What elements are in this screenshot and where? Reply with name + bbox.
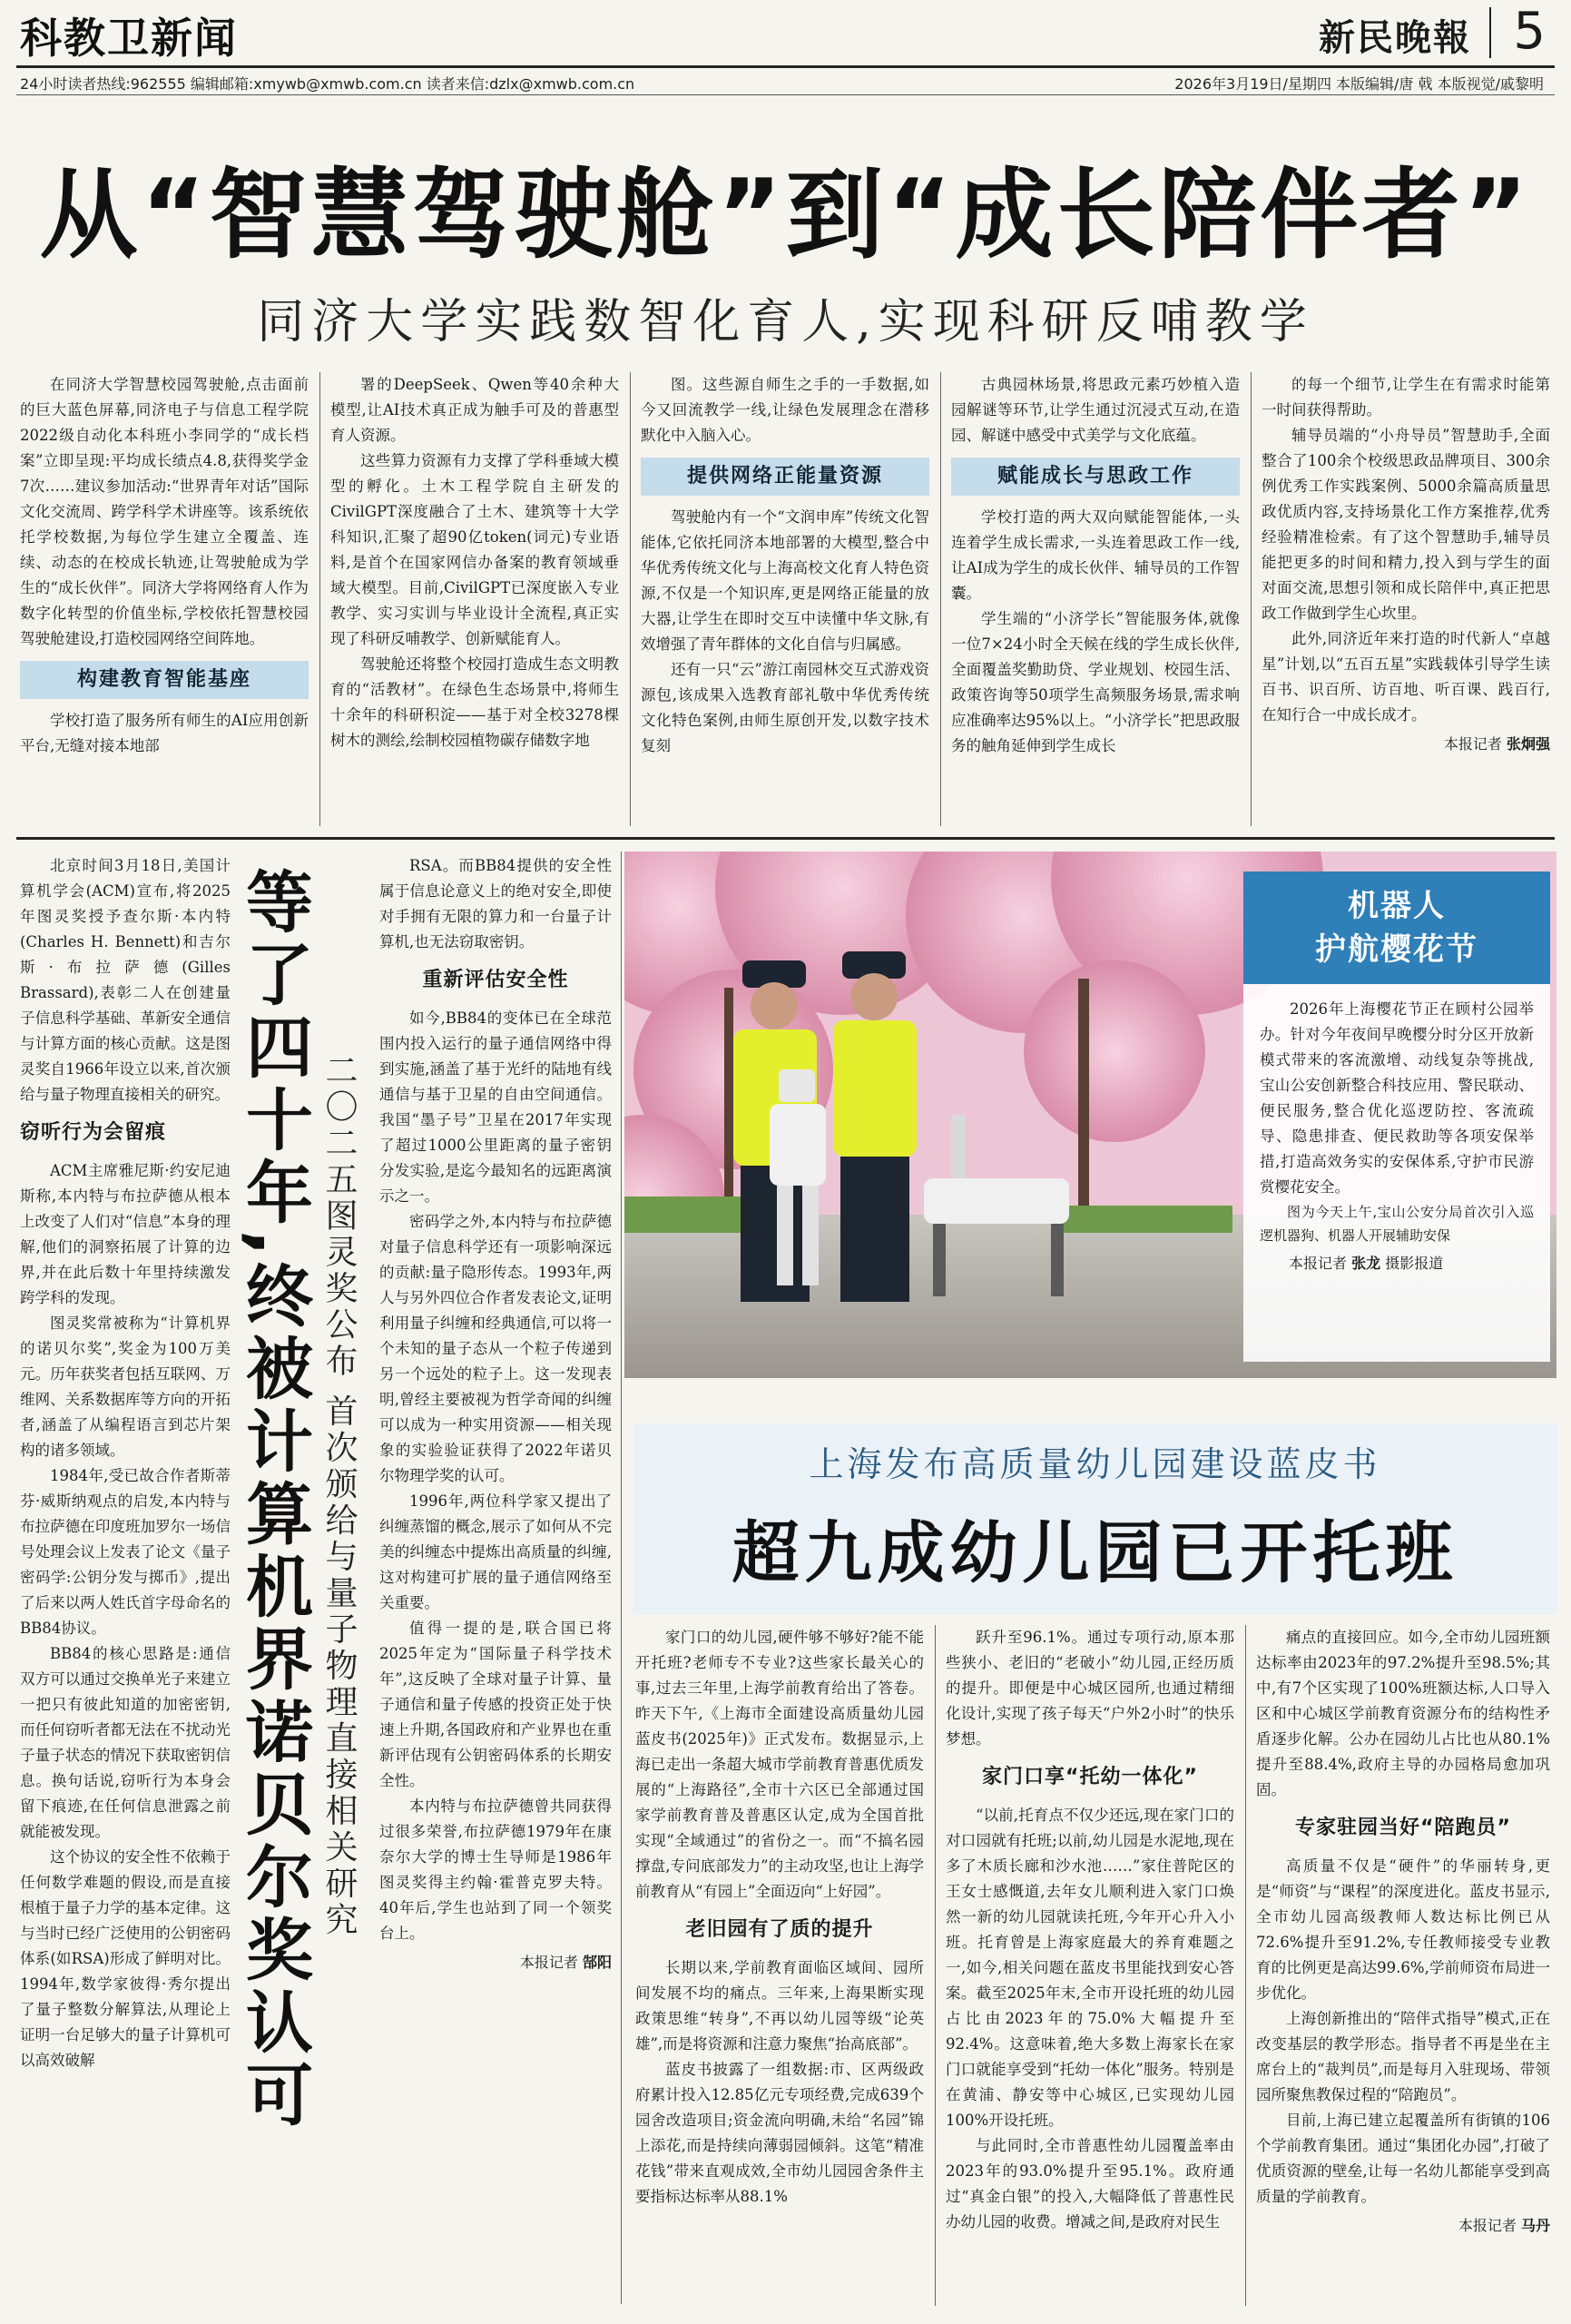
paragraph: “以前,托育点不仅少还远,现在家门口的对口园就有托班;以前,幼儿园是水泥地,现在多了木质长廊和沙水池……”家住普陀区的王女士感慨道,去年女儿顺利进入家门口焕然一新的幼儿园就读托班,今年开心升入小班。托育曾是上海家庭最大的养育难题之一,如今,相关问题在蓝皮书里能找到安心答案。截至2025年末,全市开设托班的幼儿园占比由2023年的75.0%大幅提升至92.4%。这意味着,绝大多数上海家长在家门口就能享受到“托幼一体化”服务。特别是在黄浦、静安等中心城区,已实现幼儿园100%开设托班。: [946, 1807, 1234, 2129]
section-heading: 专家驻园当好“陪跑员”: [1295, 1817, 1511, 1839]
kindergarten-column-1: [635, 1625, 924, 2210]
column-divider: [935, 1625, 936, 2306]
section-heading: 老旧园有了质的提升: [685, 1918, 874, 1941]
turing-subhead: 二〇二五图灵奖公布 首次颁给与量子物理直接相关研究: [320, 1053, 358, 1939]
section-rule: [16, 837, 1555, 840]
byline-name: 张龙: [1351, 1255, 1381, 1272]
photo-caption: 图为今天上午,宝山公安分局首次引入巡逻机器狗、机器人开展辅助安保: [1260, 1204, 1534, 1244]
paragraph: 图灵奖常被称为“计算机界的诺贝尔奖”,奖金为100万美元。历年获奖者包括互联网、万维网、关系数据库等方向的开拓者,涵盖了从编程语言到芯片架构的诸多领域。: [20, 1315, 231, 1459]
byline-prefix: 本报记者: [519, 1954, 578, 1971]
paragraph: 署的DeepSeek、Qwen等40余种大模型,让AI技术真正成为触手可及的普惠型育人资源。: [330, 376, 619, 444]
byline-name: 张炯强: [1506, 735, 1550, 753]
turing-column-2: [379, 853, 612, 1975]
section-heading: 窃听行为会留痕: [20, 1121, 167, 1144]
byline: [1256, 2213, 1550, 2239]
paragraph: 1996年,两位科学家又提出了纠缠蒸馏的概念,展示了如何从不完美的纠缠态中提炼出高质量的纠缠,这对构建可扩展的量子通信网络至关重要。: [379, 1492, 612, 1611]
turing-column-1: [20, 853, 231, 2073]
kindergarten-title-block: [633, 1423, 1556, 1614]
paragraph: 如今,BB84的变体已在全球范围内投入运行的量子通信网络中得到实施,涵盖了基于光纤的陆地有线通信与基于卫星的自由空间通信。我国“墨子号”卫星在2017年实现了超过1000公里距离的量子密钥分发实验,是迄今最知名的远距离演示之一。: [379, 1009, 612, 1205]
kindergarten-headline: 超九成幼儿园已开托班: [731, 1514, 1458, 1592]
paragraph: 学生端的“小济学长”智能服务体,就像一位7×24小时全天候在线的学生成长伙伴,全面覆盖奖勤助贷、学业规划、校园生活、政策咨询等50项学生高频服务场景,需求响应准确率达95%以上。“小济学长”把思政服务的触角延伸到学生成长: [951, 610, 1240, 754]
paragraph: 驾驶舱还将整个校园打造成生态文明教育的“活教材”。在绿色生态场景中,将师生十余年的科研积淀——基于对全校3278棵树木的测绘,绘制校园植物碳存储数字地: [330, 655, 619, 749]
lead-column-5: [1262, 372, 1550, 757]
byline: [1262, 732, 1550, 757]
robot-box-title: [1243, 872, 1550, 984]
paragraph: 密码学之外,本内特与布拉萨德对量子信息科学还有一项影响深远的贡献:量子隐形传态。1993年,两人与另外四位合作者发表论文,证明利用量子纠缠和经典通信,可以将一个未知的量子态从一个粒子传递到另一个远处的粒子上。这一发现表明,曾经主要被视为哲学奇闻的纠缠可以成为一种实用资源——相关现象的实验验证获得了2022年诺贝尔物理学奖的认可。: [379, 1213, 612, 1484]
paragraph: BB84的核心思路是:通信双方可以通过交换单光子来建立一把只有彼此知道的加密密钥,而任何窃听者都无法在不扰动光子量子状态的情况下获取密钥信息。换句话说,窃听行为本身会留下痕迹,在任何信息泄露之前就能被发现。: [20, 1645, 231, 1840]
column-divider: [1251, 372, 1252, 826]
paragraph: 辅导员端的“小舟导员”智慧助手,全面整合了100余个校级思政品牌项目、300余例优秀工作实践案例、5000余篇高质量思政优质内容,支持场景化工作方案推荐,优秀经验精准检索。有了这个智慧助手,辅导员能把更多的时间和精力,投入到与学生的面对面交流,思想引领和成长陪伴中,真正把思政工作做到学生心坎里。: [1262, 427, 1550, 622]
paragraph: 古典园林场景,将思政元素巧妙植入造园解谜等环节,让学生通过沉浸式互动,在造园、解谜中感受中式美学与文化底蕴。: [951, 376, 1240, 444]
byline-name: 郜阳: [582, 1954, 612, 1971]
column-divider: [940, 372, 941, 826]
paragraph: 在同济大学智慧校园驾驶舱,点击面前的巨大蓝色屏幕,同济电子与信息工程学院2022级自动化本科班小李同学的“成长档案”立即呈现:平均成长绩点4.8,获得奖学金7次……建议参加活动:“世界青年对话”国际文化交流周、跨学科学术讲座等。该系统依托学校数据,为每位学生建立全覆盖、连续、动态的在校成长轨迹,让驾驶舱成为学生的“成长伙伴”。同济大学将网络育人作为数字化转型的价值坐标,学校依托智慧校园驾驶舱建设,打造校园网络空间阵地。: [20, 376, 309, 647]
section-heading: 重新评估安全性: [422, 969, 569, 991]
byline-prefix: 本报记者: [1443, 735, 1502, 753]
section-heading: 赋能成长与思政工作: [951, 458, 1240, 496]
paragraph: 1984年,受已故合作者斯蒂芬·威斯纳观点的启发,本内特与布拉萨德在印度班加罗尔一场信号处理会议上发表了论文《量子密码学:公钥分发与掷币》,提出了后来以两人姓氏首字母命名的BB84协议。: [20, 1467, 231, 1637]
paragraph: 长期以来,学前教育面临区域间、园所间发展不均的痛点。三年来,上海果断实现政策思维“转身”,不再以幼儿园等级“论英雄”,而是将资源和注意力聚焦“抬高底部”。: [635, 1959, 924, 2053]
lead-column-4: [951, 372, 1240, 759]
column-divider: [1245, 1625, 1246, 2306]
column-divider: [621, 852, 622, 2304]
masthead-rule: [16, 65, 1555, 68]
paragraph: 的每一个细节,让学生在有需求时能第一时间获得帮助。: [1262, 376, 1550, 419]
paragraph: 痛点的直接回应。如今,全市幼儿园班额达标率由2023年的97.2%提升至98.5%;其中,有7个区实现了100%班额达标,人口导入区和中心城区学前教育资源分布的结构性矛盾逐步化解。公办在园幼儿占比也从80.1%提升至88.4%,政府主导的办园格局愈加巩固。: [1256, 1629, 1550, 1798]
paragraph: 这个协议的安全性不依赖于任何数学难题的假设,而是直接根植于量子力学的基本定律。这与当时已经广泛使用的公钥密码体系(如RSA)形成了鲜明对比。1994年,数学家彼得·秀尔提出了量子整数分解算法,从理论上证明一台足够大的量子计算机可以高效破解: [20, 1848, 231, 2069]
robot-news-box: [1243, 872, 1550, 1362]
byline-prefix: 本报记者: [1458, 2217, 1517, 2234]
contact-line: 24小时读者热线:962555 编辑邮箱:xmywb@xmwb.com.cn 读者来信:dzlx@xmwb.com.cn: [20, 75, 635, 93]
lead-column-1: [20, 372, 309, 759]
kindergarten-column-3: [1256, 1625, 1550, 2239]
paragraph: 本内特与布拉萨德曾共同获得过很多荣誉,布拉萨德1979年在康奈尔大学的博士生导师是1986年图灵奖得主约翰·霍普克罗夫特。40年后,学生也站到了同一个领奖台上。: [379, 1797, 612, 1942]
column-divider: [630, 372, 631, 826]
section-title: 科教卫新闻: [20, 14, 238, 63]
paragraph: 高质量不仅是“硬件”的华丽转身,更是“师资”与“课程”的深度进化。蓝皮书显示,全市幼儿园高级教师人数达标比例已从72.6%提升至91.2%,专任教师接受专业教育的比例更是高达99.6%,学前师资布局进一步优化。: [1256, 1857, 1550, 2002]
paragraph: 学校打造的两大双向赋能智能体,一头连着学生成长需求,一头连着思政工作一线,让AI成为学生的成长伙伴、辅导员的工作智囊。: [951, 508, 1240, 602]
paragraph: ACM主席雅尼斯·约安尼迪斯称,本内特与布拉萨德从根本上改变了人们对“信息”本身的理解,他们的洞察拓展了计算的边界,并在此后数十年里持续激发跨学科的发现。: [20, 1162, 231, 1306]
column-divider: [319, 372, 320, 826]
paragraph: 与此同时,全市普惠性幼儿园覆盖率由2023年的93.0%提升至95.1%。政府通过“真金白银”的投入,大幅降低了普惠性民办幼儿园的收费。增减之间,是政府对民生: [946, 2137, 1234, 2230]
paragraph: 目前,上海已建立起覆盖所有街镇的106个学前教育集团。通过“集团化办园”,打破了优质资源的壁垒,让每一名幼儿都能享受到高质量的学前教育。: [1256, 2112, 1550, 2205]
paragraph: 家门口的幼儿园,硬件够不够好?能不能开托班?老师专不专业?这些家长最关心的事,过去三年里,上海学前教育给出了答卷。昨天下午,《上海市全面建设高质量幼儿园蓝皮书(2025年)》正式发布。数据显示,上海已走出一条超大城市学前教育普惠优质发展的“上海路径”,全市十六区已全部通过国家学前教育普及普惠区认定,成为全国首批实现“全域通过”的省份之一。而“不搞名园撑盘,专问底部发力”的主动攻坚,也让上海学前教育从“有园上”全面迈向“上好园”。: [635, 1629, 924, 1900]
dateline: 2026年3月19日/星期四 本版编辑/唐 戟 本版视觉/戚黎明: [1174, 75, 1544, 93]
paragraph: 跃升至96.1%。通过专项行动,原本那些狭小、老旧的“老破小”幼儿园,正经历质的提升。即便是中心城区园所,也通过精细化设计,实现了孩子每天“户外2小时”的快乐梦想。: [946, 1629, 1234, 1748]
paragraph: 图。这些源自师生之手的一手数据,如今又回流教学一线,让绿色发展理念在潜移默化中入脑入心。: [641, 376, 929, 444]
byline: [1260, 1251, 1534, 1276]
kindergarten-column-2: [946, 1625, 1234, 2235]
turing-headline: 等了四十年,终被计算机界诺贝尔奖认可: [235, 867, 313, 2133]
paragraph: RSA。而BB84提供的安全性属于信息论意义上的绝对安全,即使对手拥有无限的算力和一台量子计算机,也无法窃取密钥。: [379, 857, 612, 950]
kindergarten-kicker: 上海发布高质量幼儿园建设蓝皮书: [809, 1444, 1381, 1484]
paragraph: 上海创新推出的“陪伴式指导”模式,正在改变基层的教学形态。指导者不再是坐在主席台上的“裁判员”,而是每月入驻现场、带领园所聚焦教保过程的“陪跑员”。: [1256, 2010, 1550, 2103]
paragraph: 这些算力资源有力支撑了学科垂域大模型的孵化。土木工程学院自主研发的CivilGPT深度融合了土木、建筑等十大学科知识,汇聚了超90亿token(词元)专业语料,是首个在国家网信办备案的教育领域垂域大模型。目前,CivilGPT已深度嵌入专业教学、实习实训与毕业设计全流程,真正实现了科研反哺教学、创新赋能育人。: [330, 452, 619, 647]
robot-box-body: [1243, 984, 1550, 1276]
lead-column-2: [330, 372, 619, 753]
paragraph: 北京时间3月18日,美国计算机学会(ACM)宣布,将2025年图灵奖授予查尔斯·本内特(Charles H. Bennett)和吉尔斯·布拉萨德(Gilles Brassard),表彰二人在创建量子信息科学基础、革新安全通信与计算方面的核心贡献。这是图灵奖自1966年设立以来,首次颁给与量子物理直接相关的研究。: [20, 857, 231, 1103]
paragraph: 学校打造了服务所有师生的AI应用创新平台,无缝对接本地部: [20, 712, 309, 754]
page-number: 5: [1513, 2, 1546, 61]
byline-name: 马丹: [1520, 2217, 1550, 2234]
section-heading: 构建教育智能基座: [20, 661, 309, 699]
byline-prefix: 本报记者: [1289, 1255, 1348, 1272]
byline: [379, 1950, 612, 1975]
paragraph: 蓝皮书披露了一组数据:市、区两级政府累计投入12.85亿元专项经费,完成639个园舍改造项目;资金流向明确,未给“名园”锦上添花,而是持续向薄弱园倾斜。这笔“精准花钱”带来直观成效,全市幼儿园园舍条件主要指标达标率从88.1%: [635, 2061, 924, 2205]
paragraph: 值得一提的是,联合国已将2025年定为“国际量子科学技术年”,这反映了全球对量子计算、量子通信和量子传感的投资正处于快速上升期,各国政府和产业界也在重新评估现有公钥密码体系的长期安全性。: [379, 1620, 612, 1789]
newspaper-logo: 新民晚報: [1319, 16, 1471, 59]
lead-column-3: [641, 372, 929, 759]
paragraph: 2026年上海樱花节正在顾村公园举办。针对今年夜间早晚樱分时分区开放新模式带来的客流激增、动线复杂等挑战,宝山公安创新整合科技应用、警民联动、便民服务,整合优化巡逻防控、客流疏导、隐患排查、便民救助等各项安保举措,打造高效务实的安保体系,守护市民游赏樱花安全。: [1260, 1000, 1534, 1196]
paragraph: 此外,同济近年来打造的时代新人“卓越星”计划,以“五百五星”实践载体引导学生读百书、识百所、访百地、听百课、践百行,在知行合一中成长成才。: [1262, 630, 1550, 724]
lead-subhead: 同济大学实践数智化育人,实现科研反哺教学: [257, 295, 1314, 350]
lead-headline: 从“智慧驾驶舱”到“成长陪伴者”: [39, 159, 1532, 272]
masthead-divider: [1489, 7, 1491, 58]
paragraph: 驾驶舱内有一个“文润申库”传统文化智能体,它依托同济本地部署的大模型,整合中华优秀传统文化与上海高校文化育人特色资源,不仅是一个知识库,更是网络正能量的放大器,让学生在即时交互中读懂中华文脉,有效增强了青年群体的文化自信与归属感。: [641, 508, 929, 653]
section-heading: 家门口享“托幼一体化”: [982, 1766, 1198, 1788]
robot-title-line-1: 机器人: [1348, 888, 1446, 924]
paragraph: 还有一只“云”游江南园林交互式游戏资源包,该成果入选教育部礼敬中华优秀传统文化特色案例,由师生原创开发,以数字技术复刻: [641, 661, 929, 754]
robot-title-line-2: 护航樱花节: [1315, 931, 1478, 968]
section-heading: 提供网络正能量资源: [641, 458, 929, 496]
info-rule: [16, 94, 1555, 95]
byline-suffix: 摄影报道: [1385, 1255, 1444, 1272]
